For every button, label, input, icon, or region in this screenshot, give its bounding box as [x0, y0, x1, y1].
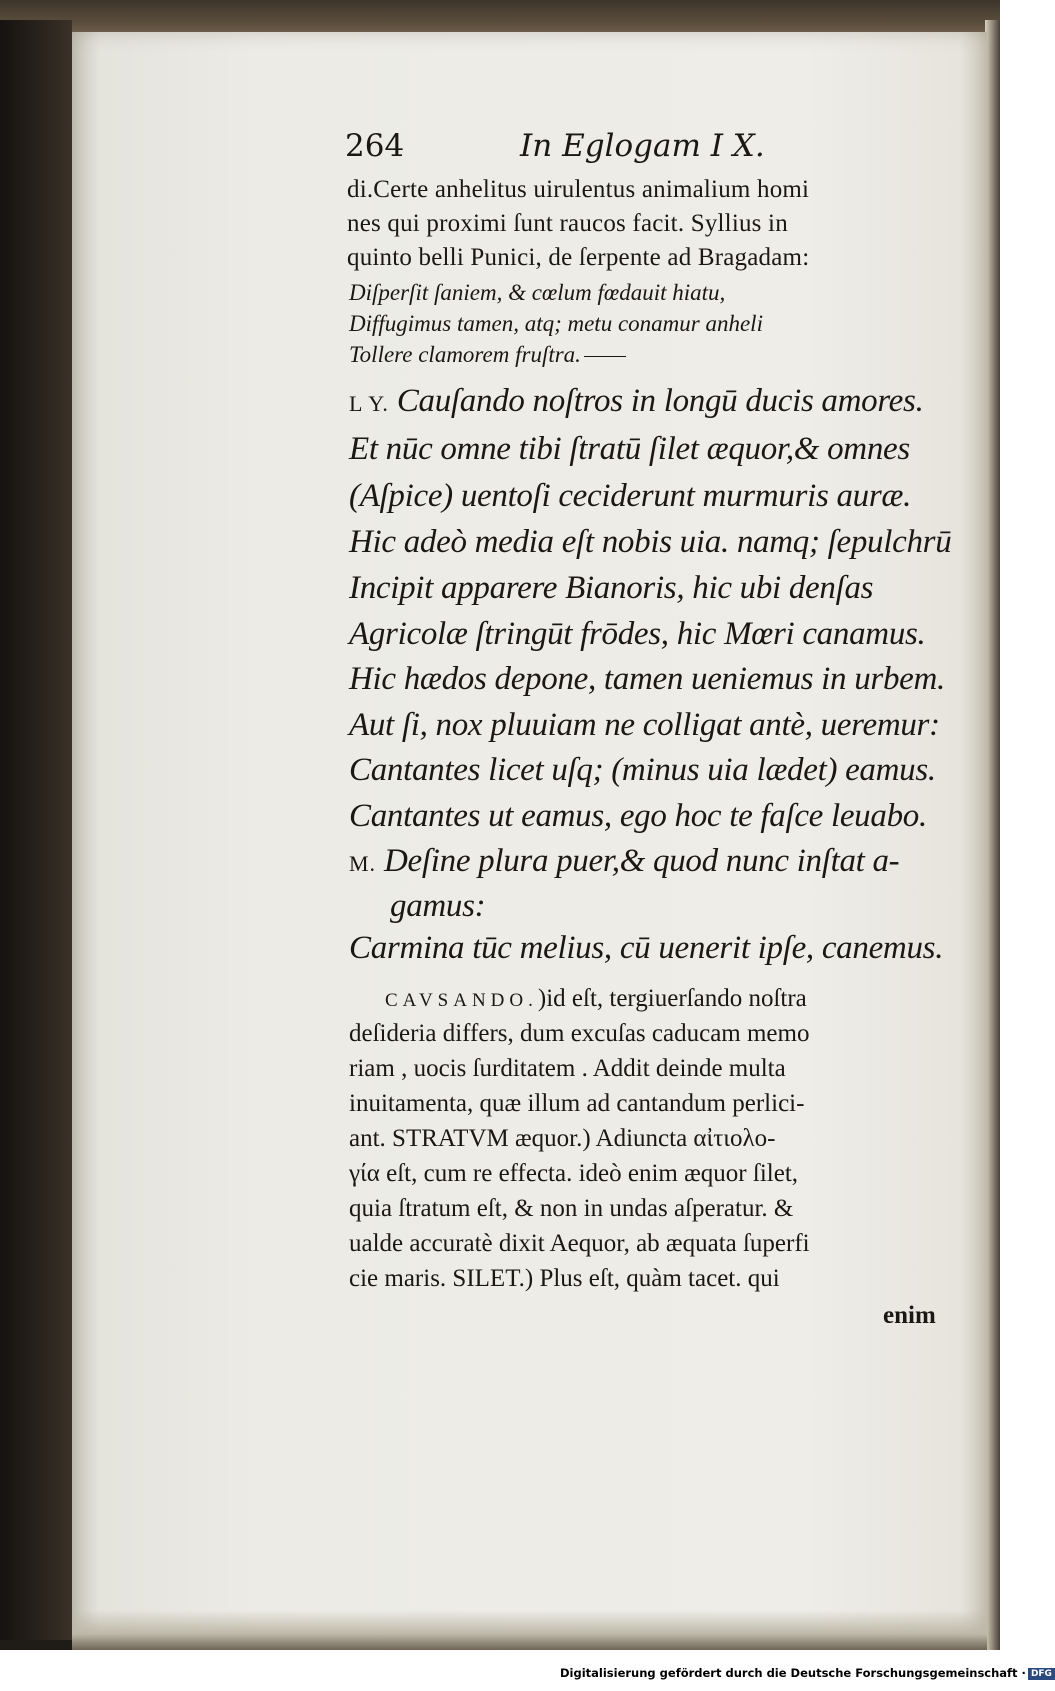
book-board-top [0, 0, 1000, 32]
verse-text: Deſine plura puer,& quod nunc inſtat a- [384, 843, 900, 879]
verse-line: Cantantes ut eamus, ego hoc te faſce leuabo. [349, 798, 927, 834]
footer-text: Digitalisierung gefördert durch die Deutsche Forschungsgemeinschaft · [560, 1666, 1026, 1680]
verse-line: Hic hædos depone, tamen ueniemus in urbem. [349, 661, 945, 697]
note-line: riam , uocis ſurditatem . Addit deinde multa [349, 1055, 786, 1082]
note-line: deſideria differs, dum excuſas caducam memo [349, 1020, 810, 1047]
verse-line: Incipit apparere Bianoris, hic ubi denſas [349, 570, 874, 606]
verse-text: Cauſando noſtros in longū ducis amores. [396, 383, 924, 419]
lemma: CAVSANDO. [385, 990, 538, 1011]
note-line [385, 985, 807, 1013]
verse-line: gamus: [390, 888, 486, 924]
prose-line: quinto belli Punici, de ſerpente ad Bragadam: [347, 244, 810, 271]
book-page [72, 32, 987, 1650]
speaker-label: L Y. [349, 391, 389, 416]
note-line: inuitamenta, quæ illum ad cantandum perlici- [349, 1090, 805, 1117]
prose-line: di.Certe anhelitus uirulentus animalium homi [347, 176, 810, 203]
verse-line: Et nūc omne tibi ſtratū ſilet æquor,& omnes [349, 431, 910, 467]
prose-line: nes qui proximi ſunt raucos facit. Syllius in [347, 210, 788, 237]
verse-line: Aut ſi, nox pluuiam ne colligat antè, ueremur: [349, 707, 940, 743]
verse-line: Cantantes licet uſq; (minus uia lædet) eamus. [349, 752, 936, 788]
note-text: )id eſt, tergiuerſando noſtra [537, 985, 807, 1012]
quote-end-rule [584, 356, 626, 357]
verse-line: Agricolæ ſtringūt frōdes, hic Mœri canamus. [349, 616, 926, 652]
book-board-right [985, 20, 1000, 1650]
running-head [345, 128, 765, 164]
page-number: 264 [345, 128, 405, 164]
running-title: In Eglogam I X. [520, 128, 765, 164]
quote-line-text: Tollere clamorem fruſtra. [349, 342, 581, 367]
verse-line [349, 383, 924, 420]
dfg-logo-icon: DFG [1028, 1668, 1055, 1680]
note-line: cie maris. SILET.) Plus eſt, quàm tacet. qui [349, 1265, 780, 1292]
speaker-label: M. [349, 851, 377, 876]
note-line: ant. STRATVM æquor.) Adiuncta αἰτιολο- [349, 1125, 776, 1152]
book-board-left [0, 20, 72, 1640]
quote-line-last [349, 342, 626, 368]
note-line: γία eſt, cum re effecta. ideò enim æquor ſilet, [349, 1160, 799, 1187]
catchword: enim [883, 1302, 936, 1329]
quote-line: Diffugimus tamen, atq; metu conamur anheli [349, 311, 763, 336]
verse-line: Carmina tūc melius, cū uenerit ipſe, canemus. [349, 930, 944, 966]
verse-line: Hic adeò media eſt nobis uia. namq; ſepulchrū [349, 524, 952, 560]
note-line: quia ſtratum eſt, & non in undas aſperatur. & [349, 1195, 794, 1222]
note-line: ualde accuratè dixit Aequor, ab æquata ſuperfi [349, 1230, 810, 1257]
verse-line: (Aſpice) uentoſi ceciderunt murmuris auræ. [349, 478, 912, 514]
page-bottom-edge [72, 1610, 987, 1650]
quote-line: Diſperſit ſaniem, & cœlum fœdauit hiatu, [349, 280, 726, 305]
verse-line [349, 843, 899, 880]
digitization-footer [560, 1666, 1055, 1680]
